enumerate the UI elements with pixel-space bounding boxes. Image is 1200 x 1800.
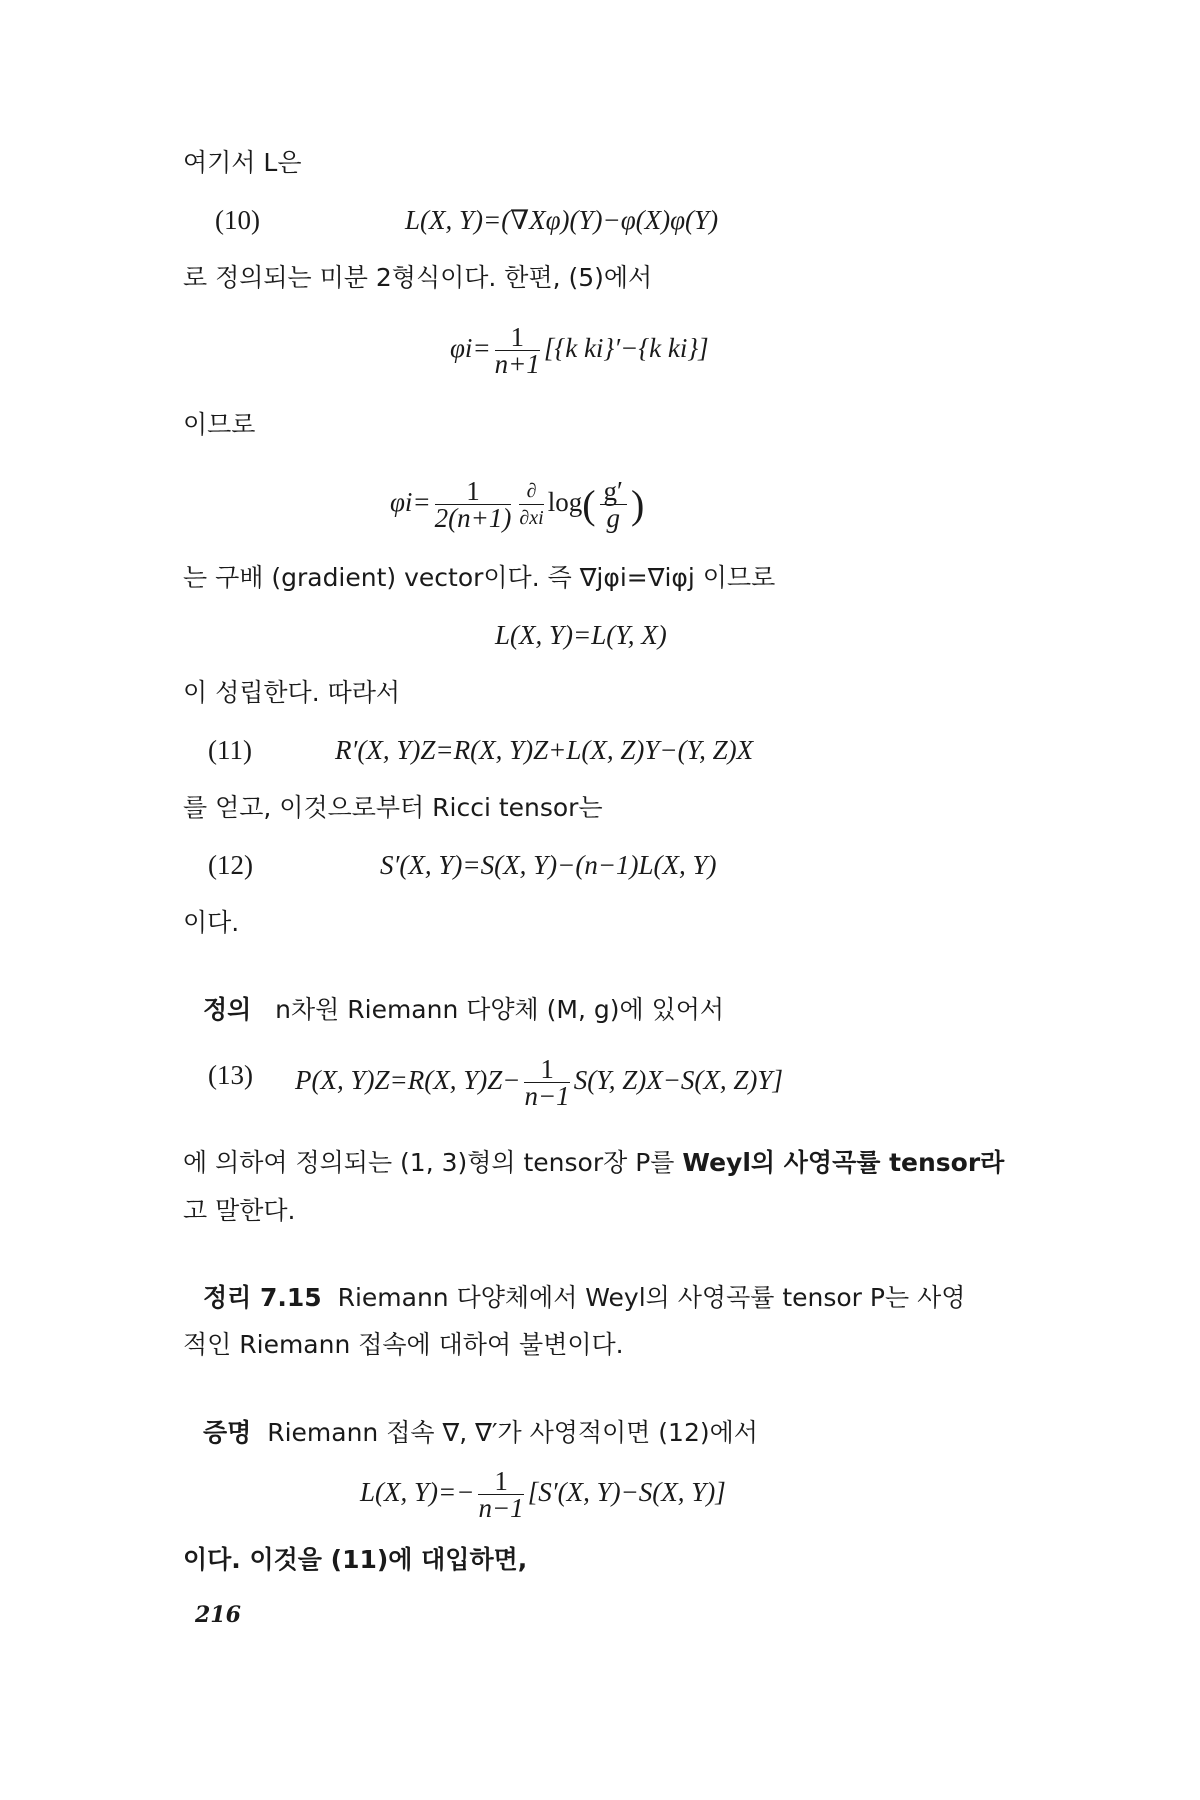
page-number: 216 — [195, 1602, 241, 1628]
theorem: 정리 7.15 Riemann 다양체에서 Weyl의 사영곡률 tensor P는 사영 — [203, 1283, 966, 1312]
equation-10: L(X, Y)=(∇Xφ)(Y)−φ(X)φ(Y) — [405, 205, 719, 235]
text-line-1: 여기서 L은 — [183, 148, 302, 177]
fraction: $\frac{1}{n-1}$ — [478, 1466, 524, 1524]
equation-10-number: (10) — [215, 205, 260, 235]
definition-label: 정의 — [203, 995, 252, 1024]
proof-label: 증명 — [203, 1418, 252, 1447]
equation-12-number: (12) — [208, 850, 253, 880]
proof: 증명 Riemann 접속 ∇, ∇′가 사영적이면 (12)에서 — [203, 1418, 758, 1447]
text-line-9: 고 말한다. — [183, 1196, 296, 1225]
g-ratio: $\frac{g'}{g}$ — [600, 478, 627, 531]
text-line-4: 는 구배 (gradient) vector이다. 즉 ∇jφi=∇iφj 이므로 — [183, 563, 776, 592]
text-line-8: 에 의하여 정의되는 (1, 3)형의 tensor장 P를 Weyl의 사영곡률 tensor라 — [183, 1148, 1005, 1177]
definition-text: n차원 Riemann 다양체 (M, g)에 있어서 — [275, 995, 725, 1024]
fraction: $\frac{1}{n-1}$ — [524, 1054, 570, 1112]
equation-symmetry: L(X, Y)=L(Y, X) — [495, 620, 667, 650]
text-line-7: 이다. — [183, 908, 240, 937]
equation-14: L(X, Y)=− $\frac{1}{n-1}$ [S′(X, Y)−S(X, Y)] — [360, 1466, 726, 1524]
text-line-2: 로 정의되는 미분 2형식이다. 한편, (5)에서 — [183, 263, 653, 292]
equation-12: S′(X, Y)=S(X, Y)−(n−1)L(X, Y) — [380, 850, 717, 880]
fraction: $\frac{1}{n+1}$ — [494, 322, 540, 380]
theorem-label: 정리 7.15 — [203, 1283, 322, 1312]
equation-11: R′(X, Y)Z=R(X, Y)Z+L(X, Z)Y−(Y, Z)X — [335, 735, 754, 765]
text-line-5: 이 성립한다. 따라서 — [183, 678, 401, 707]
text-line-6: 를 얻고, 이것으로부터 Ricci tensor는 — [183, 793, 603, 822]
equation-phi-2: φi= $\frac{1}{2(n+1)}$ $\frac{\partial}{\partial xi}$ log( $\frac{g'}{g}$ ) — [390, 476, 645, 534]
definition — [203, 995, 724, 1025]
text-line-3: 이므로 — [183, 410, 256, 439]
theorem-line-2: 적인 Riemann 접속에 대하여 불변이다. — [183, 1330, 624, 1359]
fraction: $\frac{1}{2(n+1)}$ — [434, 476, 512, 534]
equation-13-number: (13) — [208, 1060, 253, 1090]
equation-13: P(X, Y)Z=R(X, Y)Z− $\frac{1}{n-1}$ S(Y, Z)X−S(X, Z)Y] — [295, 1054, 783, 1112]
equation-phi-1: φi= $\frac{1}{n+1}$ [{k ki}′−{k ki}] — [450, 322, 709, 380]
derivative-fraction: $\frac{\partial}{\partial xi}$ — [519, 480, 544, 530]
text-line-10: 이다. 이것을 (11)에 대입하면, — [183, 1545, 528, 1574]
equation-11-number: (11) — [208, 735, 252, 765]
